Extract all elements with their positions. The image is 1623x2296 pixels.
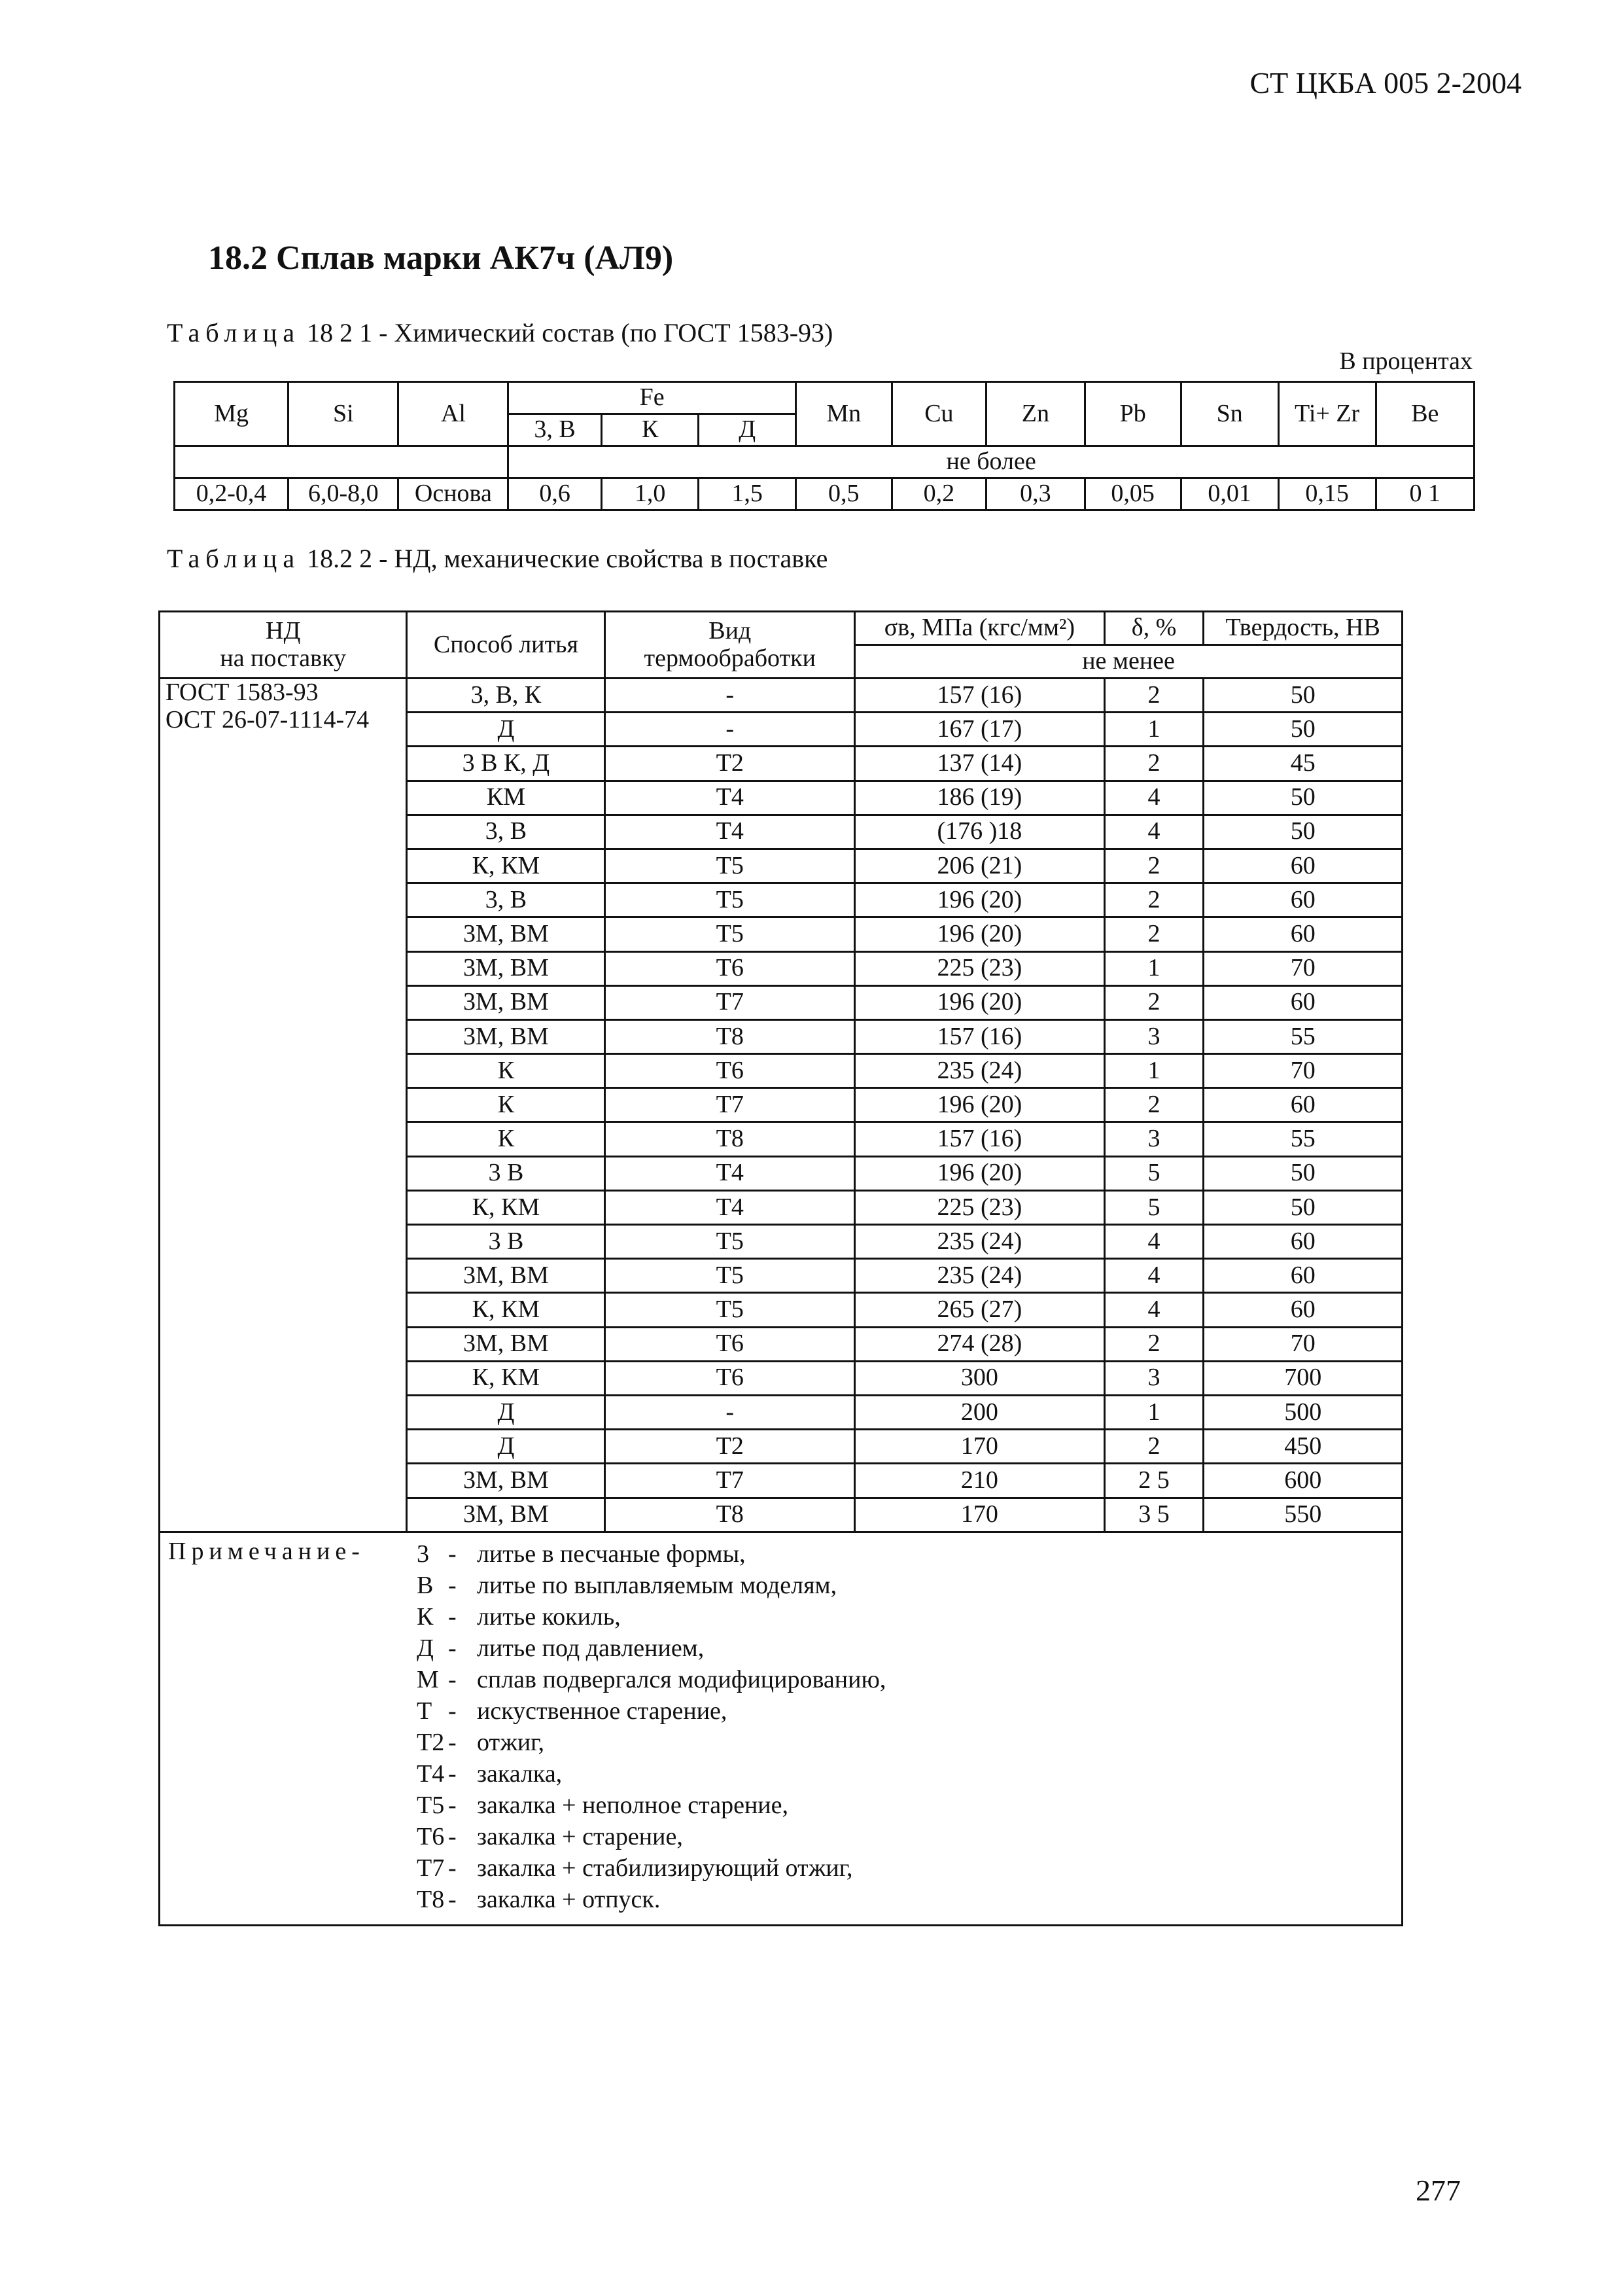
heat-treatment-cell: Т5	[605, 1293, 855, 1327]
heat-treatment-cell: Т5	[605, 849, 855, 883]
strength-cell: 157 (16)	[855, 679, 1105, 713]
heat-treatment-cell: Т6	[605, 1054, 855, 1088]
hardness-cell: 600	[1204, 1464, 1403, 1498]
hardness-cell: 50	[1204, 1156, 1403, 1190]
hardness-cell: 55	[1204, 1019, 1403, 1053]
value-sn: 0,01	[1181, 478, 1278, 510]
note-dash: -	[448, 1697, 457, 1725]
hardness-cell: 60	[1204, 1088, 1403, 1122]
strength-cell: 210	[855, 1464, 1105, 1498]
page-number: 277	[1416, 2174, 1461, 2207]
heat-treatment-cell: Т8	[605, 1019, 855, 1053]
casting-method-cell: К	[407, 1088, 605, 1122]
elongation-cell: 5	[1104, 1156, 1204, 1190]
casting-method-cell: К, КМ	[407, 1293, 605, 1327]
note-dash: -	[448, 1540, 457, 1568]
strength-cell: 206 (21)	[855, 849, 1105, 883]
hardness-cell: 60	[1204, 917, 1403, 951]
casting-method-cell: 3, В, К	[407, 679, 605, 713]
heat-treatment-cell: -	[605, 1395, 855, 1429]
value-fe-d: 1,5	[699, 478, 796, 510]
hardness-cell: 70	[1204, 1327, 1403, 1361]
elongation-cell: 2	[1104, 883, 1204, 917]
heat-treatment-cell: Т5	[605, 883, 855, 917]
table1-caption	[167, 317, 833, 348]
hardness-cell: 550	[1204, 1498, 1403, 1532]
header-sn: Sn	[1181, 382, 1278, 446]
note-item	[417, 1821, 886, 1852]
note-dash: -	[448, 1728, 457, 1756]
strength-cell: 265 (27)	[855, 1293, 1105, 1327]
notes-cell	[160, 1532, 1403, 1925]
hardness-cell: 55	[1204, 1122, 1403, 1156]
value-fe-k: 1,0	[601, 478, 699, 510]
casting-method-cell: 3М, ВМ	[407, 1464, 605, 1498]
casting-method-cell: Д	[407, 1430, 605, 1464]
hardness-cell: 70	[1204, 1054, 1403, 1088]
elongation-cell: 4	[1104, 1259, 1204, 1293]
table1-caption-text: - Химический состав (по ГОСТ 1583-93)	[379, 318, 833, 347]
elongation-cell: 3	[1104, 1361, 1204, 1395]
casting-method-cell: 3М, ВМ	[407, 917, 605, 951]
strength-cell: 300	[855, 1361, 1105, 1395]
notes-row	[160, 1532, 1403, 1925]
note-item	[417, 1727, 886, 1758]
hardness-cell: 450	[1204, 1430, 1403, 1464]
casting-method-cell: 3М, ВМ	[407, 1259, 605, 1293]
document-code: СТ ЦКБА 005 2-2004	[1249, 66, 1522, 99]
note-item	[417, 1852, 886, 1884]
subheader-not-more: не более	[508, 446, 1475, 478]
elongation-cell: 5	[1104, 1190, 1204, 1224]
hardness-cell: 60	[1204, 849, 1403, 883]
note-text: отжиг,	[477, 1728, 544, 1756]
note-key: К	[417, 1602, 434, 1631]
elongation-cell: 3	[1104, 1122, 1204, 1156]
casting-method-cell: К, КМ	[407, 1361, 605, 1395]
hardness-cell: 60	[1204, 1293, 1403, 1327]
header-be: Be	[1376, 382, 1474, 446]
hardness-cell: 70	[1204, 951, 1403, 985]
strength-cell: 235 (24)	[855, 1054, 1105, 1088]
elongation-cell: 4	[1104, 815, 1204, 849]
value-al: Основа	[398, 478, 508, 510]
header-nd-line2: на поставку	[220, 644, 347, 672]
casting-method-cell: К	[407, 1122, 605, 1156]
header-nd	[160, 612, 407, 679]
section-title: 18.2 Сплав марки АК7ч (АЛ9)	[208, 239, 674, 277]
note-key: Т8	[417, 1885, 445, 1913]
table1-caption-number: 18 2 1	[307, 318, 373, 347]
hardness-cell: 60	[1204, 1225, 1403, 1259]
header-cu: Cu	[892, 382, 986, 446]
casting-method-cell: 3, В	[407, 815, 605, 849]
elongation-cell: 1	[1104, 1395, 1204, 1429]
hardness-cell: 50	[1204, 679, 1403, 713]
value-si: 6,0-8,0	[288, 478, 398, 510]
note-key: Т2	[417, 1728, 445, 1756]
elongation-cell: 2 5	[1104, 1464, 1204, 1498]
note-dash: -	[448, 1634, 457, 1662]
header-mg: Mg	[175, 382, 288, 446]
strength-cell: 196 (20)	[855, 883, 1105, 917]
header-heat-treatment	[605, 612, 855, 679]
note-dash: -	[448, 1759, 457, 1788]
note-dash: -	[448, 1602, 457, 1631]
note-item	[417, 1601, 886, 1633]
note-text: закалка + неполное старение,	[477, 1791, 788, 1819]
note-text: литье кокиль,	[477, 1602, 621, 1631]
note-item	[417, 1758, 886, 1790]
table1-caption-label: Таблица	[167, 318, 301, 347]
notes-list	[417, 1538, 886, 1915]
heat-treatment-cell: Т7	[605, 1088, 855, 1122]
note-item	[417, 1633, 886, 1664]
casting-method-cell: К	[407, 1054, 605, 1088]
casting-method-cell: К, КМ	[407, 1190, 605, 1224]
note-key: Т6	[417, 1822, 445, 1850]
casting-method-cell: 3 В	[407, 1225, 605, 1259]
note-dash: -	[448, 1571, 457, 1599]
note-dash: -	[448, 1822, 457, 1850]
value-mn: 0,5	[795, 478, 892, 510]
header-ti-zr: Ti+ Zr	[1278, 382, 1376, 446]
elongation-cell: 4	[1104, 1293, 1204, 1327]
note-item	[417, 1664, 886, 1695]
elongation-cell: 3 5	[1104, 1498, 1204, 1532]
elongation-cell: 4	[1104, 781, 1204, 815]
hardness-cell: 50	[1204, 1190, 1403, 1224]
casting-method-cell: Д	[407, 1395, 605, 1429]
value-cu: 0,2	[892, 478, 986, 510]
elongation-cell: 2	[1104, 1088, 1204, 1122]
strength-cell: 170	[855, 1498, 1105, 1532]
hardness-cell: 45	[1204, 747, 1403, 781]
note-key: В	[417, 1571, 434, 1599]
elongation-cell: 2	[1104, 985, 1204, 1019]
value-mg: 0,2-0,4	[175, 478, 288, 510]
note-text: литье под давлением,	[477, 1634, 705, 1662]
elongation-cell: 2	[1104, 679, 1204, 713]
note-dash: -	[448, 1791, 457, 1819]
casting-method-cell: 3М, ВМ	[407, 985, 605, 1019]
heat-treatment-cell: Т6	[605, 1361, 855, 1395]
heat-treatment-cell: Т4	[605, 815, 855, 849]
header-nd-line1: НД	[266, 616, 301, 645]
nd-document: ГОСТ 1583-93	[166, 679, 319, 706]
note-key: Т4	[417, 1759, 445, 1788]
heat-treatment-cell: Т8	[605, 1122, 855, 1156]
note-text: сплав подвергался модифицированию,	[477, 1665, 886, 1693]
table-row	[160, 679, 1403, 713]
note-text: литье по выплавляемым моделям,	[477, 1571, 837, 1599]
heat-treatment-cell: Т4	[605, 1190, 855, 1224]
casting-method-cell: 3 В К, Д	[407, 747, 605, 781]
header-elongation: δ, %	[1104, 612, 1204, 645]
nd-delivery-cell	[160, 679, 407, 1532]
strength-cell: 274 (28)	[855, 1327, 1105, 1361]
elongation-cell: 1	[1104, 713, 1204, 747]
header-casting: Способ литья	[407, 612, 605, 679]
nd-document: ОСТ 26-07-1114-74	[166, 705, 370, 733]
header-strength: σв, МПа (кгс/мм²)	[855, 612, 1105, 645]
note-text: искуственное старение,	[477, 1697, 727, 1725]
elongation-cell: 2	[1104, 1327, 1204, 1361]
hardness-cell: 60	[1204, 985, 1403, 1019]
note-label: Примечание-	[168, 1537, 365, 1565]
header-fe-k: К	[601, 414, 699, 446]
casting-method-cell: К, КМ	[407, 849, 605, 883]
elongation-cell: 1	[1104, 1054, 1204, 1088]
strength-cell: 196 (20)	[855, 1156, 1105, 1190]
header-mn: Mn	[795, 382, 892, 446]
note-dash: -	[448, 1665, 457, 1693]
note-key: Т5	[417, 1791, 445, 1819]
note-key: Д	[417, 1634, 434, 1662]
hardness-cell: 700	[1204, 1361, 1403, 1395]
header-not-less: не менее	[855, 645, 1403, 679]
note-text: закалка + отпуск.	[477, 1885, 661, 1913]
strength-cell: 196 (20)	[855, 985, 1105, 1019]
note-text: закалка + старение,	[477, 1822, 683, 1850]
note-text: закалка,	[477, 1759, 563, 1788]
elongation-cell: 2	[1104, 849, 1204, 883]
header-pb: Pb	[1085, 382, 1181, 446]
value-pb: 0,05	[1085, 478, 1181, 510]
elongation-cell: 1	[1104, 951, 1204, 985]
casting-method-cell: 3, В	[407, 883, 605, 917]
header-heat-line1: Вид	[708, 616, 752, 645]
hardness-cell: 60	[1204, 883, 1403, 917]
heat-treatment-cell: Т2	[605, 1430, 855, 1464]
hardness-cell: 50	[1204, 713, 1403, 747]
strength-cell: 235 (24)	[855, 1225, 1105, 1259]
note-key: Т7	[417, 1854, 445, 1882]
table2-caption-number: 18.2 2	[307, 544, 373, 573]
strength-cell: 225 (23)	[855, 951, 1105, 985]
subheader-blank	[175, 446, 508, 478]
header-al: Al	[398, 382, 508, 446]
composition-row	[175, 478, 1475, 510]
heat-treatment-cell: Т7	[605, 1464, 855, 1498]
header-zn: Zn	[986, 382, 1085, 446]
table1-units: В процентах	[1339, 347, 1473, 375]
note-dash: -	[448, 1854, 457, 1882]
chemical-composition-table	[173, 381, 1475, 511]
header-fe-d: Д	[699, 414, 796, 446]
value-zn: 0,3	[986, 478, 1085, 510]
elongation-cell: 2	[1104, 1430, 1204, 1464]
casting-method-cell: 3М, ВМ	[407, 1498, 605, 1532]
strength-cell: 137 (14)	[855, 747, 1105, 781]
heat-treatment-cell: Т2	[605, 747, 855, 781]
note-text: литье в песчаные формы,	[477, 1540, 746, 1568]
casting-method-cell: 3М, ВМ	[407, 951, 605, 985]
note-key: Т	[417, 1697, 432, 1725]
heat-treatment-cell: -	[605, 679, 855, 713]
casting-method-cell: КМ	[407, 781, 605, 815]
value-ti-zr: 0,15	[1278, 478, 1376, 510]
elongation-cell: 4	[1104, 1225, 1204, 1259]
hardness-cell: 50	[1204, 815, 1403, 849]
note-item	[417, 1695, 886, 1727]
hardness-cell: 500	[1204, 1395, 1403, 1429]
elongation-cell: 2	[1104, 917, 1204, 951]
note-item	[417, 1570, 886, 1601]
table2-caption	[167, 543, 828, 574]
heat-treatment-cell: Т4	[605, 1156, 855, 1190]
strength-cell: 167 (17)	[855, 713, 1105, 747]
elongation-cell: 2	[1104, 747, 1204, 781]
note-key: М	[417, 1665, 439, 1693]
heat-treatment-cell: Т6	[605, 1327, 855, 1361]
heat-treatment-cell: Т8	[605, 1498, 855, 1532]
elongation-cell: 3	[1104, 1019, 1204, 1053]
header-hardness: Твердость, НВ	[1204, 612, 1403, 645]
strength-cell: 196 (20)	[855, 917, 1105, 951]
heat-treatment-cell: Т4	[605, 781, 855, 815]
strength-cell: 157 (16)	[855, 1122, 1105, 1156]
casting-method-cell: 3 В	[407, 1156, 605, 1190]
table2-caption-label: Таблица	[167, 544, 301, 573]
casting-method-cell: Д	[407, 713, 605, 747]
strength-cell: 170	[855, 1430, 1105, 1464]
mechanical-properties-table	[158, 610, 1403, 1926]
strength-cell: 186 (19)	[855, 781, 1105, 815]
strength-cell: 196 (20)	[855, 1088, 1105, 1122]
strength-cell: 200	[855, 1395, 1105, 1429]
strength-cell: 225 (23)	[855, 1190, 1105, 1224]
header-si: Si	[288, 382, 398, 446]
header-heat-line2: термообработки	[644, 644, 816, 672]
heat-treatment-cell: Т5	[605, 1259, 855, 1293]
heat-treatment-cell: Т7	[605, 985, 855, 1019]
note-dash: -	[448, 1885, 457, 1913]
value-be: 0 1	[1376, 478, 1474, 510]
heat-treatment-cell: Т6	[605, 951, 855, 985]
heat-treatment-cell: -	[605, 713, 855, 747]
header-fe-3v: 3, В	[508, 414, 602, 446]
strength-cell: 157 (16)	[855, 1019, 1105, 1053]
strength-cell: 235 (24)	[855, 1259, 1105, 1293]
strength-cell: (176 )18	[855, 815, 1105, 849]
hardness-cell: 50	[1204, 781, 1403, 815]
table2-caption-text: - НД, механические свойства в поставке	[379, 544, 828, 573]
casting-method-cell: 3М, ВМ	[407, 1019, 605, 1053]
note-text: закалка + стабилизирующий отжиг,	[477, 1854, 853, 1882]
value-fe-3v: 0,6	[508, 478, 602, 510]
note-item	[417, 1884, 886, 1915]
note-item	[417, 1538, 886, 1570]
note-key: 3	[417, 1540, 429, 1568]
casting-method-cell: 3М, ВМ	[407, 1327, 605, 1361]
heat-treatment-cell: Т5	[605, 1225, 855, 1259]
hardness-cell: 60	[1204, 1259, 1403, 1293]
header-fe: Fe	[508, 382, 796, 414]
heat-treatment-cell: Т5	[605, 917, 855, 951]
note-item	[417, 1790, 886, 1821]
